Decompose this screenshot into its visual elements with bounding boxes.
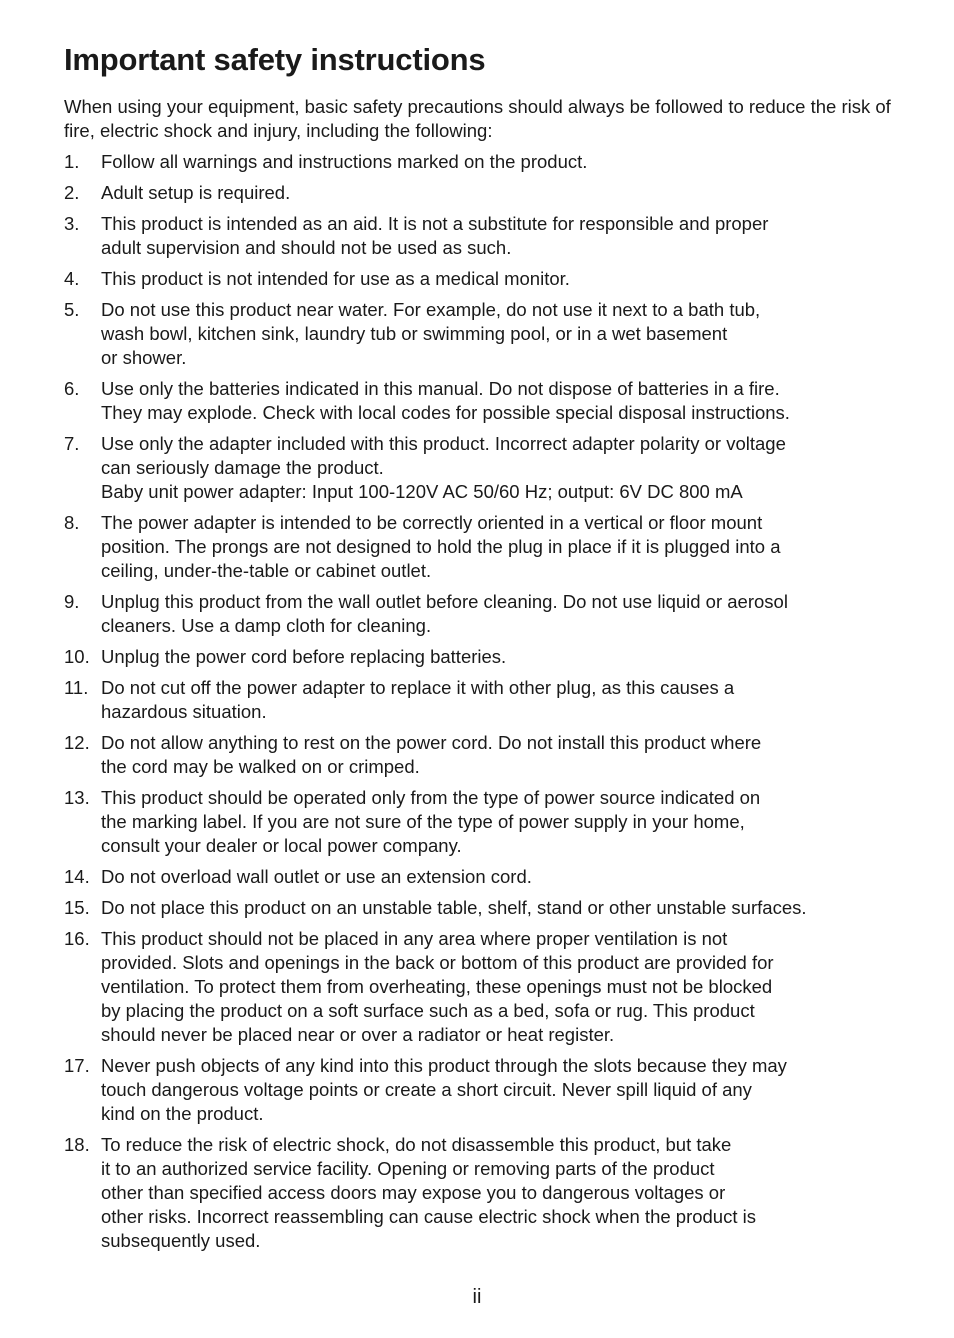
list-item-line: wash bowl, kitchen sink, laundry tub or swimming pool, or in a wet basement bbox=[101, 323, 728, 344]
list-item-text bbox=[101, 432, 896, 504]
list-item-line: Unplug the power cord before replacing batteries. bbox=[101, 646, 507, 667]
list-item-line: cleaners. Use a damp cloth for cleaning. bbox=[101, 615, 432, 636]
list-item-text bbox=[101, 377, 896, 425]
list-item-line: or shower. bbox=[101, 347, 187, 368]
list-item-line: by placing the product on a soft surface such as a bed, sofa or rug. This product bbox=[101, 1000, 755, 1021]
page-number: ii bbox=[472, 1286, 482, 1308]
list-item-line: should never be placed near or over a radiator or heat register. bbox=[101, 1024, 615, 1045]
list-item-line: position. The prongs are not designed to hold the plug in place if it is plugged into a bbox=[101, 536, 781, 557]
list-item-number: 5. bbox=[64, 299, 80, 320]
list-item bbox=[64, 786, 896, 858]
list-item-line: Unplug this product from the wall outlet before cleaning. Do not use liquid or aerosol bbox=[101, 591, 788, 612]
list-item-text bbox=[101, 731, 896, 779]
list-item-line: This product is intended as an aid. It is not a substitute for responsible and proper bbox=[101, 213, 769, 234]
list-item-text bbox=[101, 267, 896, 291]
list-item bbox=[64, 1133, 896, 1253]
list-item-line: the cord may be walked on or crimped. bbox=[101, 756, 420, 777]
safety-instructions-list bbox=[64, 150, 896, 1253]
list-item bbox=[64, 590, 896, 638]
list-item-number: 13. bbox=[64, 787, 90, 808]
list-item-line: Do not allow anything to rest on the power cord. Do not install this product where bbox=[101, 732, 762, 753]
list-item-number: 1. bbox=[64, 151, 80, 172]
list-item-text bbox=[101, 511, 896, 583]
list-item bbox=[64, 896, 896, 920]
list-item-line: This product is not intended for use as a medical monitor. bbox=[101, 268, 570, 289]
list-item-line: other risks. Incorrect reassembling can cause electric shock when the product is bbox=[101, 1206, 756, 1227]
list-item bbox=[64, 377, 896, 425]
list-item-line: kind on the product. bbox=[101, 1103, 264, 1124]
list-item-line: Never push objects of any kind into this product through the slots because they may bbox=[101, 1055, 787, 1076]
list-item-text bbox=[101, 927, 896, 1047]
list-item-line: This product should not be placed in any area where proper ventilation is not bbox=[101, 928, 728, 949]
list-item-line: consult your dealer or local power company. bbox=[101, 835, 462, 856]
list-item-line: can seriously damage the product. bbox=[101, 457, 384, 478]
list-item-text bbox=[101, 1133, 896, 1253]
list-item-line: ventilation. To protect them from overheating, these openings must not be blocked bbox=[101, 976, 773, 997]
list-item bbox=[64, 865, 896, 889]
list-item-text bbox=[101, 212, 896, 260]
list-item bbox=[64, 676, 896, 724]
list-item-text bbox=[101, 645, 896, 669]
list-item-line: Do not place this product on an unstable table, shelf, stand or other unstable surfaces. bbox=[101, 897, 807, 918]
list-item-text bbox=[101, 150, 896, 174]
list-item bbox=[64, 267, 896, 291]
list-item bbox=[64, 150, 896, 174]
list-item-line: Use only the batteries indicated in this manual. Do not dispose of batteries in a fire. bbox=[101, 378, 780, 399]
list-item-line: the marking label. If you are not sure of the type of power supply in your home, bbox=[101, 811, 745, 832]
list-item-number: 3. bbox=[64, 213, 80, 234]
list-item-text bbox=[101, 181, 896, 205]
list-item-number: 14. bbox=[64, 866, 90, 887]
list-item-line: Do not use this product near water. For example, do not use it next to a bath tub, bbox=[101, 299, 761, 320]
list-item-line: subsequently used. bbox=[101, 1230, 261, 1251]
list-item bbox=[64, 927, 896, 1047]
list-item-text bbox=[101, 786, 896, 858]
list-item-line: They may explode. Check with local codes for possible special disposal instructions. bbox=[101, 402, 790, 423]
list-item-number: 16. bbox=[64, 928, 90, 949]
list-item-line: The power adapter is intended to be correctly oriented in a vertical or floor mount bbox=[101, 512, 763, 533]
list-item-number: 9. bbox=[64, 591, 80, 612]
list-item-text bbox=[101, 590, 896, 638]
list-item bbox=[64, 212, 896, 260]
list-item-line: provided. Slots and openings in the back or bottom of this product are provided for bbox=[101, 952, 774, 973]
list-item-number: 18. bbox=[64, 1134, 90, 1155]
list-item bbox=[64, 181, 896, 205]
list-item-text bbox=[101, 676, 896, 724]
list-item-line: hazardous situation. bbox=[101, 701, 267, 722]
list-item-number: 15. bbox=[64, 897, 90, 918]
list-item bbox=[64, 645, 896, 669]
list-item-line: Do not overload wall outlet or use an extension cord. bbox=[101, 866, 532, 887]
list-item-line: adult supervision and should not be used as such. bbox=[101, 237, 512, 258]
list-item-line: ceiling, under-the-table or cabinet outlet. bbox=[101, 560, 432, 581]
list-item-number: 6. bbox=[64, 378, 80, 399]
list-item-text bbox=[101, 298, 896, 370]
list-item-number: 12. bbox=[64, 732, 90, 753]
list-item-number: 17. bbox=[64, 1055, 90, 1076]
document-page bbox=[64, 40, 896, 1260]
page-title: Important safety instructions bbox=[64, 42, 486, 77]
list-item bbox=[64, 432, 896, 504]
list-item-line: touch dangerous voltage points or create a short circuit. Never spill liquid of any bbox=[101, 1079, 752, 1100]
list-item-number: 2. bbox=[64, 182, 80, 203]
list-item-number: 11. bbox=[64, 677, 89, 698]
list-item-line: other than specified access doors may expose you to dangerous voltages or bbox=[101, 1182, 726, 1203]
intro-paragraph: When using your equipment, basic safety precautions should always be followed to reduce the risk of fire, electric shock and injury, including the following: bbox=[64, 96, 891, 141]
list-item-number: 10. bbox=[64, 646, 90, 667]
list-item-number: 4. bbox=[64, 268, 80, 289]
list-item-line: Use only the adapter included with this product. Incorrect adapter polarity or voltage bbox=[101, 433, 786, 454]
list-item-number: 7. bbox=[64, 433, 80, 454]
list-item bbox=[64, 731, 896, 779]
list-item bbox=[64, 298, 896, 370]
list-item-line: Follow all warnings and instructions marked on the product. bbox=[101, 151, 588, 172]
list-item-text bbox=[101, 1054, 896, 1126]
list-item bbox=[64, 511, 896, 583]
list-item-line: This product should be operated only from the type of power source indicated on bbox=[101, 787, 761, 808]
list-item bbox=[64, 1054, 896, 1126]
list-item-line: Adult setup is required. bbox=[101, 182, 291, 203]
list-item-line: it to an authorized service facility. Opening or removing parts of the product bbox=[101, 1158, 715, 1179]
list-item-line: Do not cut off the power adapter to replace it with other plug, as this causes a bbox=[101, 677, 735, 698]
list-item-text bbox=[101, 865, 896, 889]
list-item-number: 8. bbox=[64, 512, 80, 533]
list-item-text bbox=[101, 896, 896, 920]
list-item-line: Baby unit power adapter: Input 100-120V AC 50/60 Hz; output: 6V DC 800 mA bbox=[101, 481, 743, 502]
list-item-line: To reduce the risk of electric shock, do not disassemble this product, but take bbox=[101, 1134, 732, 1155]
